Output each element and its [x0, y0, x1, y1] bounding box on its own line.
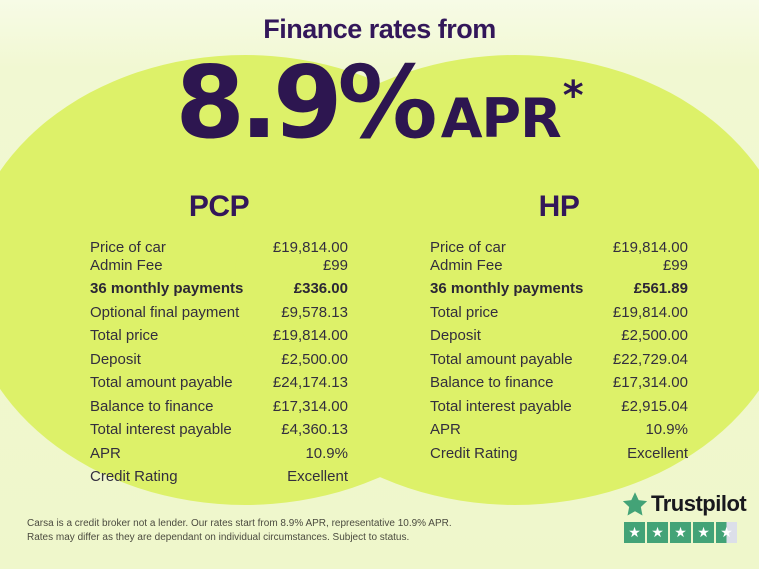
- rating-star-icon: [647, 522, 668, 543]
- banner-eyebrow-title: Finance rates from: [263, 14, 496, 44]
- row-value: Excellent: [627, 444, 688, 462]
- row-value: £561.89: [633, 280, 688, 297]
- table-row: [430, 304, 688, 322]
- row-label: Deposit: [430, 327, 481, 344]
- star-glyph: ★: [651, 524, 664, 540]
- rating-star-icon: [670, 522, 691, 543]
- hp-rows: [430, 239, 688, 462]
- table-row: [90, 468, 348, 486]
- table-row: [90, 351, 348, 369]
- row-value: 10.9%: [305, 444, 348, 462]
- table-row: [430, 280, 688, 298]
- row-label: Total price: [430, 303, 499, 321]
- row-label: Price of car: [430, 239, 506, 256]
- table-row: [430, 239, 688, 257]
- row-label: Balance to finance: [430, 374, 554, 391]
- rating-star-icon: [624, 522, 645, 543]
- star-glyph: ★: [628, 524, 641, 540]
- row-label: Admin Fee: [430, 256, 503, 274]
- table-row: [430, 445, 688, 463]
- row-value: £4,360.13: [281, 421, 348, 438]
- row-value: £99: [322, 256, 348, 274]
- table-row: [90, 257, 348, 275]
- row-label: Total interest payable: [90, 421, 232, 438]
- pcp-rows: [90, 239, 348, 486]
- row-value: £336.00: [293, 280, 348, 297]
- row-value: 10.9%: [645, 421, 688, 438]
- row-label: Total price: [90, 327, 159, 344]
- row-value: £17,314.00: [612, 374, 688, 391]
- row-label: Optional final payment: [90, 303, 240, 321]
- rate-value: 8.9%: [175, 44, 433, 161]
- table-row: [430, 398, 688, 416]
- trustpilot-rating-stars: [624, 522, 746, 543]
- apr-asterisk: *: [562, 73, 584, 119]
- row-value: Excellent: [287, 468, 348, 485]
- table-row: [90, 374, 348, 392]
- row-label: Credit Rating: [90, 468, 178, 485]
- row-value: £17,314.00: [272, 397, 348, 415]
- star-glyph: ★: [720, 524, 733, 540]
- row-label: APR: [90, 444, 121, 462]
- row-label: Balance to finance: [90, 397, 214, 415]
- row-label: Total amount payable: [90, 374, 233, 391]
- row-label: APR: [430, 421, 461, 438]
- row-label: Total amount payable: [430, 350, 573, 368]
- trustpilot-widget: [622, 491, 746, 543]
- row-value: £19,814.00: [272, 239, 348, 256]
- table-row: [430, 374, 688, 392]
- row-label: Price of car: [90, 239, 166, 256]
- row-label: Credit Rating: [430, 444, 518, 462]
- row-value: £9,578.13: [281, 303, 348, 321]
- table-row: [90, 239, 348, 257]
- table-row: [90, 421, 348, 439]
- table-row: [90, 304, 348, 322]
- rating-star-icon: [693, 522, 714, 543]
- row-label: 36 monthly payments: [430, 280, 584, 297]
- table-row: [90, 398, 348, 416]
- star-glyph: ★: [697, 524, 710, 540]
- row-value: £24,174.13: [272, 374, 348, 391]
- table-row: [90, 445, 348, 463]
- table-row: [90, 280, 348, 298]
- hp-table-title: HP: [538, 190, 580, 223]
- star-glyph: ★: [674, 524, 687, 540]
- row-label: 36 monthly payments: [90, 280, 244, 297]
- table-row: [430, 327, 688, 345]
- pcp-table: [90, 190, 348, 486]
- headline-rate: [0, 44, 759, 161]
- pcp-table-title: PCP: [188, 190, 250, 223]
- row-label: Total interest payable: [430, 397, 572, 415]
- apr-label: APR: [440, 87, 561, 150]
- table-row: [430, 257, 688, 275]
- trustpilot-wordmark: Trustpilot: [651, 491, 747, 516]
- row-label: Admin Fee: [90, 256, 163, 274]
- trustpilot-brand: [622, 491, 746, 517]
- row-value: £99: [662, 256, 688, 274]
- disclaimer-line-2: Rates may differ as they are dependant on individual circumstances. Subject to status.: [27, 531, 410, 543]
- row-value: £19,814.00: [272, 327, 348, 344]
- row-value: £22,729.04: [612, 350, 688, 368]
- row-value: £2,500.00: [621, 327, 688, 344]
- table-row: [90, 327, 348, 345]
- rating-star-icon: [716, 522, 737, 543]
- row-label: Deposit: [90, 350, 141, 368]
- disclaimer-line-1: Carsa is a credit broker not a lender. Our rates start from 8.9% APR, representative 10.9% APR.: [27, 518, 452, 529]
- hp-table: [430, 190, 688, 462]
- row-value: £19,814.00: [612, 303, 688, 321]
- legal-disclaimer: [27, 517, 452, 544]
- table-row: [430, 351, 688, 369]
- table-row: [430, 421, 688, 439]
- trustpilot-star-icon: [622, 491, 648, 517]
- row-value: £19,814.00: [612, 239, 688, 256]
- row-value: £2,915.04: [621, 397, 688, 415]
- row-value: £2,500.00: [281, 350, 348, 368]
